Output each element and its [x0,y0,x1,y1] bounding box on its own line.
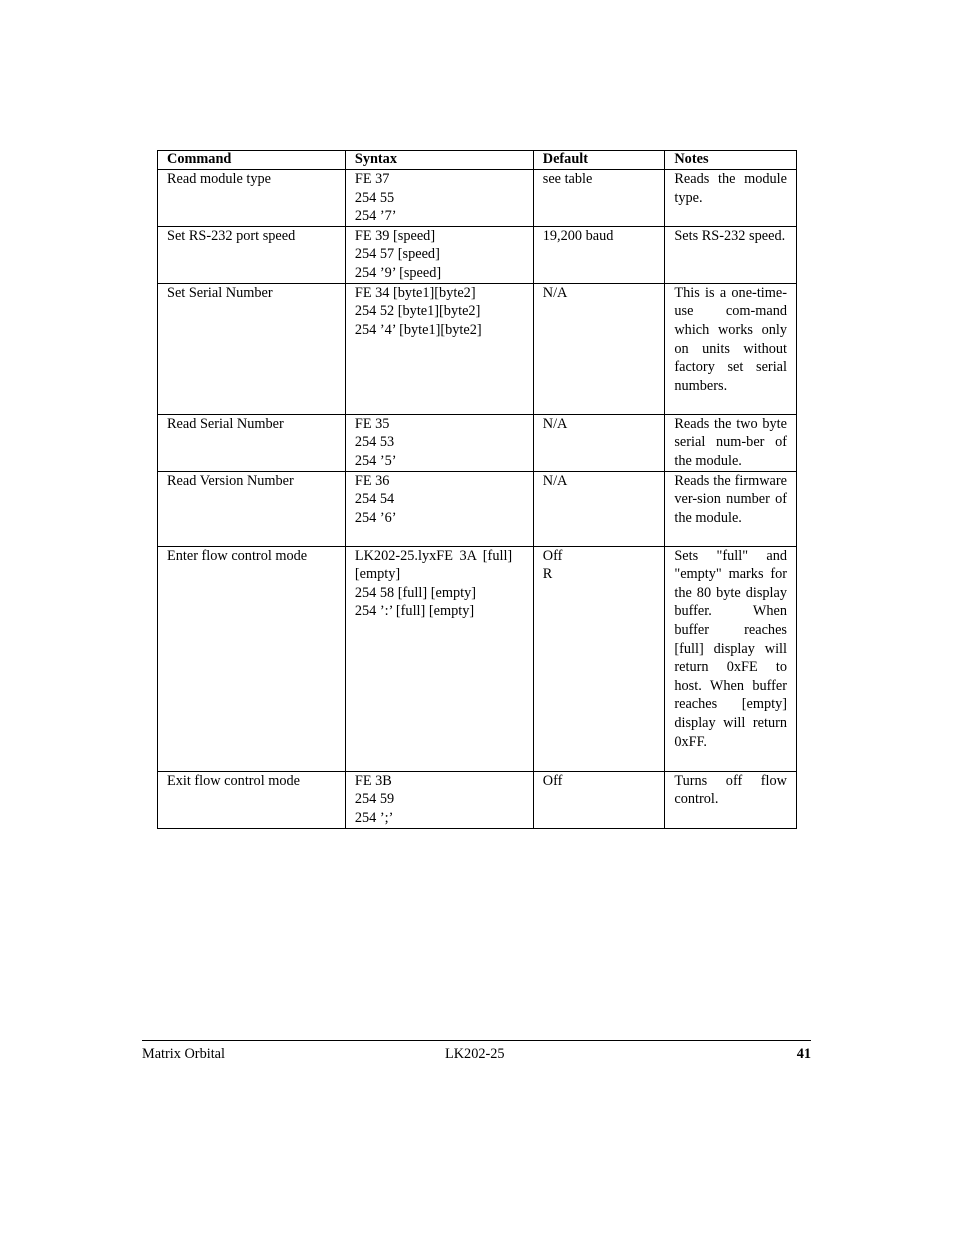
default-line: N/A [542,415,568,432]
footer-divider [142,1040,811,1041]
table-row [158,771,797,828]
header-default: Default [533,151,665,170]
default-line: 19,200 baud [542,227,614,244]
syntax-cell [345,471,533,546]
syntax-line: [empty] [354,566,401,583]
syntax-line: FE 34 [byte1][byte2] [354,284,476,301]
command-table [157,150,797,829]
notes-cell: Turns off flow control. [665,771,797,828]
syntax-line: 254 ’5’ [354,452,397,469]
header-notes: Notes [665,151,797,170]
syntax-line: 254 53 [354,434,395,451]
notes-cell: Reads the two byte serial num-ber of the module. [665,414,797,471]
syntax-line: 254 57 [speed] [354,246,440,263]
syntax-cell [345,170,533,227]
syntax-cell [345,414,533,471]
default-line: N/A [542,284,568,301]
syntax-line: 254 55 [354,189,395,206]
syntax-line: 254 54 [354,491,395,508]
syntax-line: 254 ’9’ [speed] [354,264,442,281]
page-number: 41 [796,1046,811,1062]
notes-cell: Sets RS-232 speed. [665,226,797,283]
syntax-line: FE 39 [speed] [354,227,436,244]
notes-cell: This is a one-time-use com-mand which works only on units without factory set serial numbers. [665,283,797,414]
syntax-line: 254 52 [byte1][byte2] [354,303,481,320]
header-syntax: Syntax [345,151,533,170]
syntax-line: LK202-25.lyxFE 3A [full] [354,547,513,564]
default-cell [533,546,665,771]
notes-cell: Reads the module type. [665,170,797,227]
table-row [158,170,797,227]
default-cell [533,283,665,414]
command-cell: Exit flow control mode [158,771,346,828]
default-cell [533,170,665,227]
default-line: Off [542,772,563,789]
syntax-line: FE 3B [354,772,392,789]
syntax-line: 254 58 [full] [empty] [354,584,476,601]
footer-model: LK202-25 [445,1046,505,1062]
syntax-line: FE 36 [354,472,390,489]
command-cell: Read Serial Number [158,414,346,471]
syntax-cell [345,226,533,283]
command-cell: Set Serial Number [158,283,346,414]
syntax-line: 254 ’6’ [354,509,397,526]
table-row [158,226,797,283]
table-row [158,414,797,471]
default-cell [533,226,665,283]
default-line: see table [542,171,593,187]
table-row [158,546,797,771]
syntax-line: 254 ’4’ [byte1][byte2] [354,321,482,338]
table-header-row [158,151,797,170]
notes-cell: Reads the firmware ver-sion number of the module. [665,471,797,546]
default-line: Off [542,547,563,564]
syntax-line: 254 59 [354,791,395,808]
syntax-line: FE 35 [354,415,390,432]
footer-company: Matrix Orbital [142,1046,225,1062]
command-cell: Enter flow control mode [158,546,346,771]
syntax-line: 254 ’7’ [354,208,397,225]
command-cell: Read Version Number [158,471,346,546]
default-line: R [542,566,553,583]
command-cell: Read module type [158,170,346,227]
syntax-cell [345,283,533,414]
default-cell [533,414,665,471]
header-command: Command [158,151,346,170]
syntax-line: 254 ’:’ [full] [empty] [354,603,475,620]
notes-cell: Sets "full" and "empty" marks for the 80 byte display buffer. When buffer reaches [full] display will return 0xFE to host. When buffer reaches [empty] display will return 0xFF. [665,546,797,771]
syntax-cell [345,546,533,771]
default-cell [533,771,665,828]
table-row [158,471,797,546]
syntax-line: FE 37 [354,171,390,187]
command-cell: Set RS-232 port speed [158,226,346,283]
table-row [158,283,797,414]
syntax-line: 254 ’;’ [354,809,394,826]
syntax-cell [345,771,533,828]
default-line: N/A [542,472,568,489]
default-cell [533,471,665,546]
